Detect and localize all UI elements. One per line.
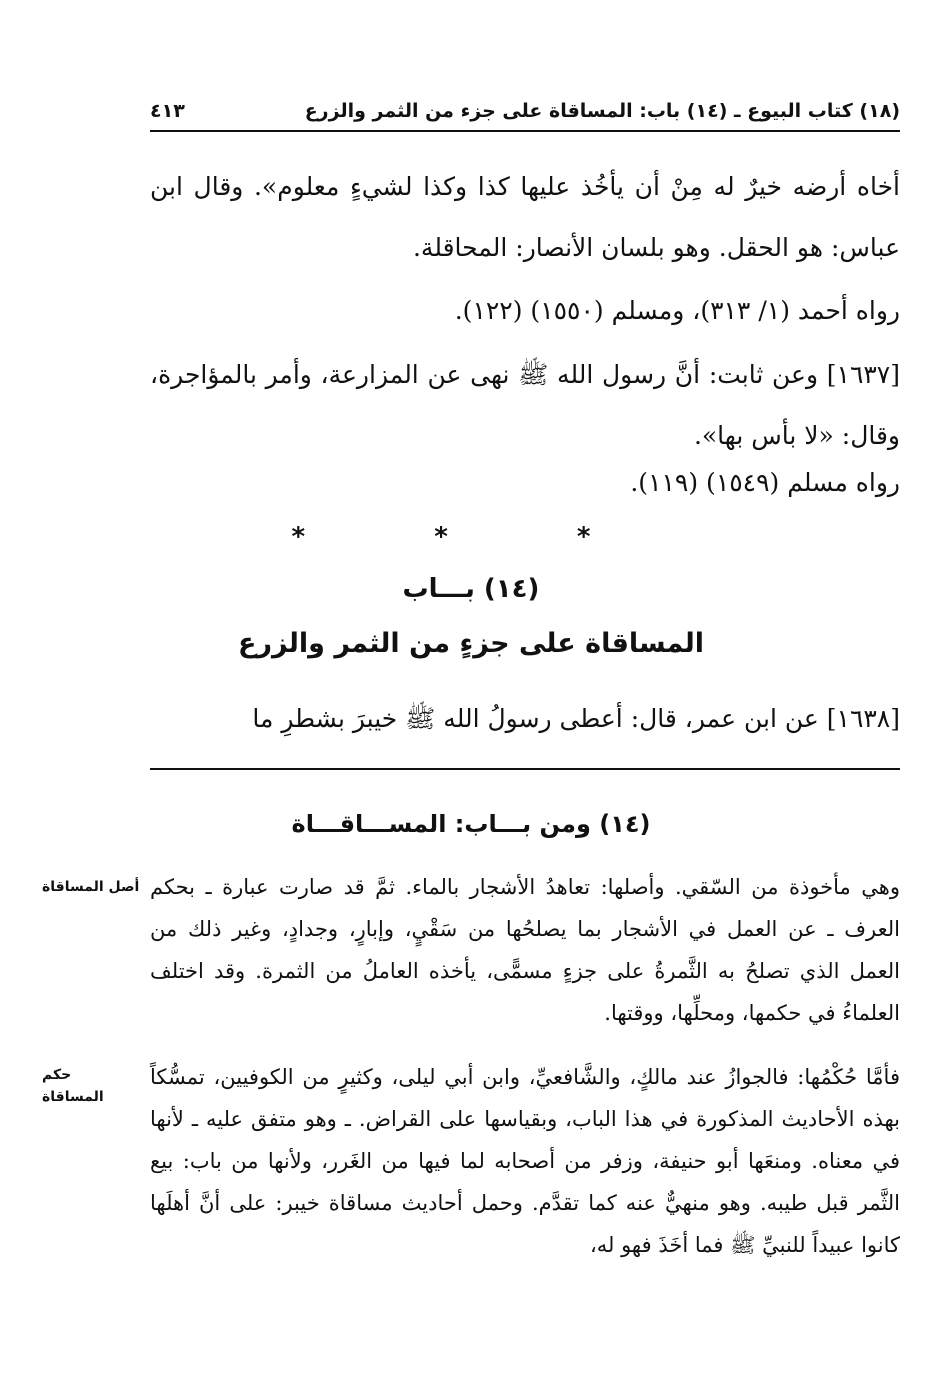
- commentary-paragraph-1: وهي مأخوذة من السّقي. وأصلها: تعاهدُ الأشجار بالماء. ثمَّ قد صارت عبارة ـ بحكم العرف ـ عن العمل في الأشجار بما يصلحُها من سَقْيٍ، وإبارٍ، وجدادٍ، وغير ذلك من العمل الذي تصلحُ به الثَّمرةُ على جزءٍ مسمًّى، يأخذه العاملُ من الثمرة. وقد اختلف العلماءُ في حكمها، ومحلِّها، ووقتها.: [150, 875, 900, 1025]
- section-separator: * * *: [291, 522, 651, 552]
- chapter-number: (١٤) بـــاب: [402, 574, 540, 604]
- margin-note-ruling-line1: حكم: [42, 1067, 72, 1083]
- commentary-title: (١٤) ومن بـــاب: المســـاقـــاة: [291, 810, 651, 838]
- commentary-divider: [150, 768, 900, 770]
- hadith-1637: [١٦٣٧] وعن ثابت: أنَّ رسول الله ﷺ نهى عن المزارعة، وأمر بالمؤاجرة، وقال: «لا بأس بها».: [150, 360, 900, 450]
- margin-note-ruling-line2: المساقاة: [42, 1089, 104, 1105]
- hadith-1638: [١٦٣٨] عن ابن عمر، قال: أعطى رسولُ الله ﷺ خيبرَ بشطرِ ما: [252, 704, 900, 733]
- running-header: [150, 100, 900, 122]
- page-number: ٤١٣: [150, 100, 185, 122]
- hadith-source-2: رواه مسلم (١٥٤٩) (١١٩).: [630, 468, 900, 497]
- margin-note-ruling: [42, 1064, 150, 1108]
- hadith-source-1: رواه أحمد (١/ ٣١٣)، ومسلم (١٥٥٠) (١٢٢).: [454, 296, 900, 325]
- commentary-paragraph-2: فأمَّا حُكْمُها: فالجوازُ عند مالكٍ، والشَّافعيِّ، وابن أبي ليلى، وكثيرٍ من الكوفيين، تمسُّكاً بهذه الأحاديث المذكورة في هذا الباب، وبقياسها على القراض. ـ وهو متفق عليه ـ لأنها في معناه. ومنعَها أبو حنيفة، وزفر من أصحابه لما فيها من الغَرر، ولأنها من باب: بيع الثَّمر قبل طيبه. وهو منهيٌّ عنه كما تقدَّم. وحمل أحاديث مساقاة خيبر: على أنَّ أهلَها كانوا عبيداً للنبيِّ ﷺ فما أخَذَ فهو له،: [150, 1065, 900, 1257]
- running-title: (١٨) كتاب البيوع ـ (١٤) باب: المساقاة على جزء من الثمر والزرع: [304, 100, 900, 122]
- header-rule: [150, 130, 900, 132]
- margin-note-origin: أصل المساقاة: [42, 879, 140, 895]
- chapter-title: المساقاة على جزءٍ من الثمر والزرع: [238, 628, 704, 659]
- hadith-text-continuation: أخاه أرضه خيرٌ له مِنْ أن يأخُذ عليها كذا وكذا لشيءٍ معلوم». وقال ابن عباس: هو الحقل. وهو بلسان الأنصار: المحاقلة.: [150, 172, 900, 262]
